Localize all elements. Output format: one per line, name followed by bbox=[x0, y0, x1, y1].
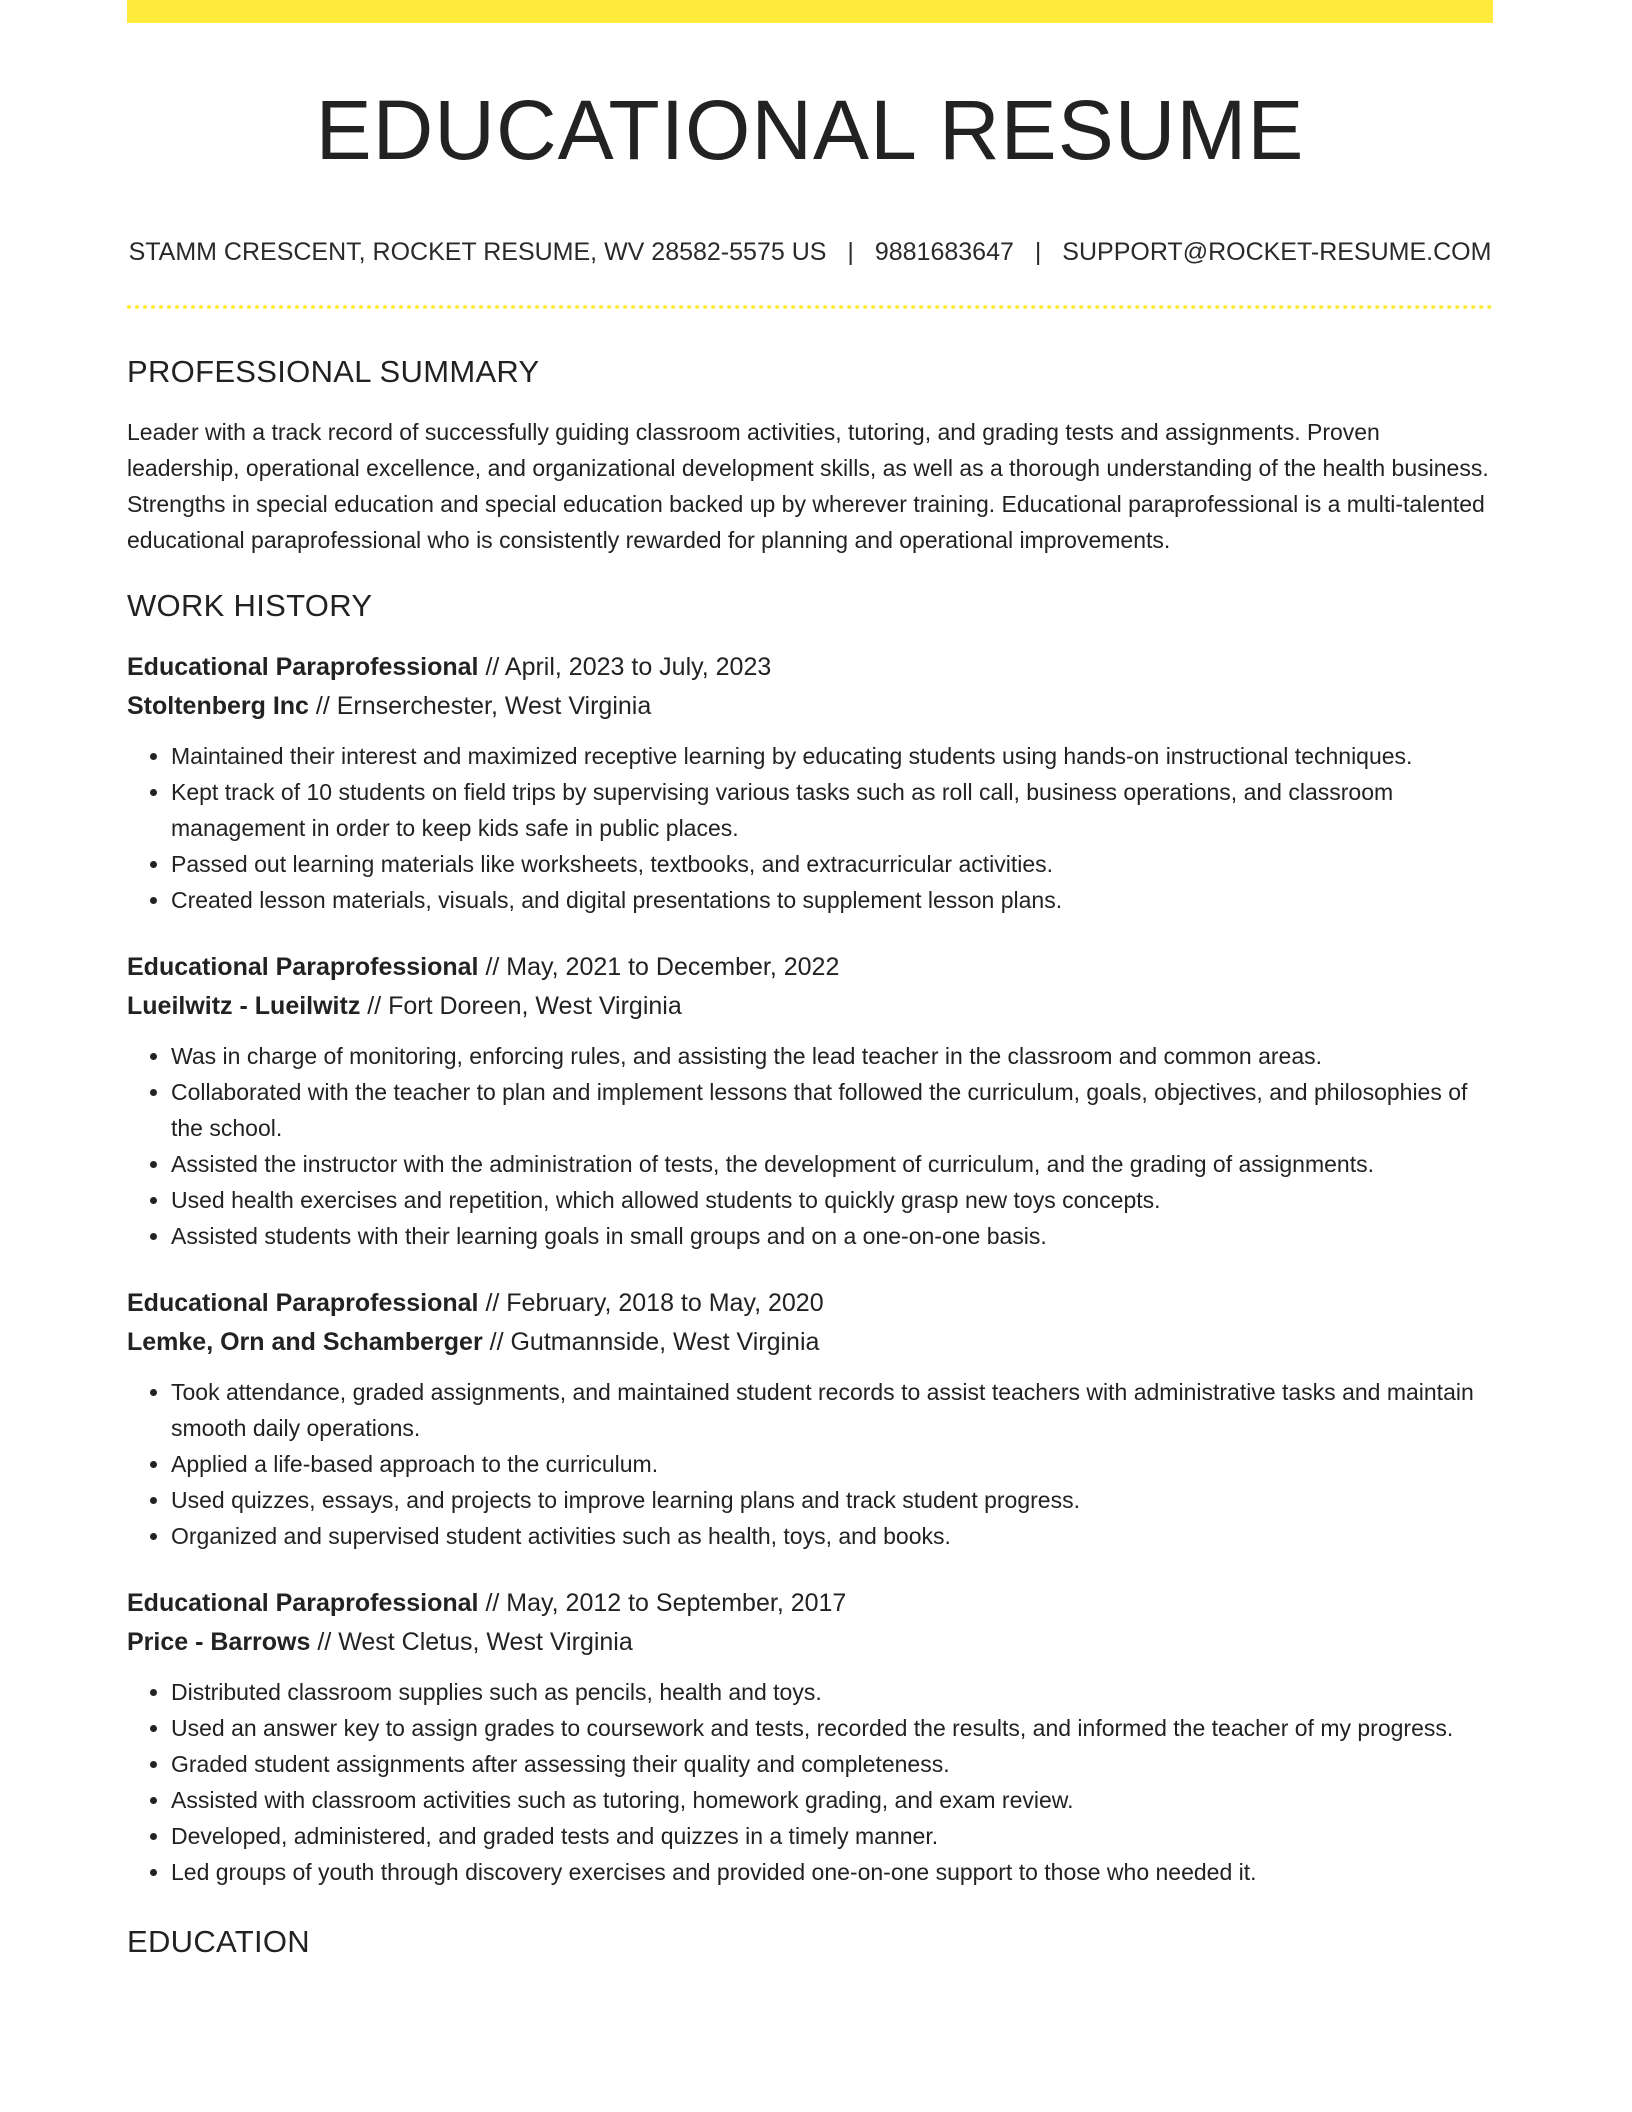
job-bullet: • Graded student assignments after assessing their quality and completeness. bbox=[171, 1746, 1493, 1782]
contact-phone: 9881683647 bbox=[874, 238, 1014, 266]
education-heading: EDUCATION bbox=[127, 1924, 310, 1959]
job-company-line bbox=[127, 1323, 1493, 1362]
job-title: Educational Paraprofessional bbox=[127, 653, 479, 681]
job-company: Lemke, Orn and Schamberger bbox=[127, 1328, 483, 1356]
summary-text: Leader with a track record of successfully guiding classroom activities, tutoring, and grading tests and assignments. Proven leadership, operational excellence, and organizational development skills, as well as a thorough understanding of the health business. Strengths in special education and special education backed up by wherever training. Educational paraprofessional is a multi-talented educational paraprofessional who is consistently rewarded for planning and operational improvements. bbox=[127, 419, 1489, 553]
job-location: // Fort Doreen, West Virginia bbox=[360, 992, 682, 1020]
job-bullet: • Passed out learning materials like worksheets, textbooks, and extracurricular activities. bbox=[171, 846, 1493, 882]
contact-separator: | bbox=[847, 238, 854, 266]
contact-line bbox=[127, 234, 1493, 270]
job-bullet: • Applied a life-based approach to the curriculum. bbox=[171, 1446, 1493, 1482]
job-bullet: • Assisted students with their learning goals in small groups and on a one-on-one basis. bbox=[171, 1218, 1493, 1254]
summary-heading: PROFESSIONAL SUMMARY bbox=[127, 354, 540, 389]
job-company-line bbox=[127, 987, 1493, 1026]
job-company: Stoltenberg Inc bbox=[127, 692, 309, 720]
resume-page bbox=[127, 0, 1493, 2112]
job-bullet: • Kept track of 10 students on field trips by supervising various tasks such as roll call, business operations, and classroom management in order to keep kids safe in public places. bbox=[171, 774, 1493, 846]
job-title-line bbox=[127, 648, 1493, 687]
job-bullet: • Used health exercises and repetition, which allowed students to quickly grasp new toys concepts. bbox=[171, 1182, 1493, 1218]
job-company-line bbox=[127, 1623, 1493, 1662]
job-title-line bbox=[127, 1284, 1493, 1323]
contact-separator: | bbox=[1034, 238, 1042, 266]
job-bullet: • Organized and supervised student activities such as health, toys, and books. bbox=[171, 1518, 1493, 1554]
job-location: // Ernserchester, West Virginia bbox=[308, 692, 652, 720]
resume-title: EDUCATIONAL RESUME bbox=[315, 83, 1305, 177]
job-entry bbox=[127, 1284, 1493, 1554]
job-company: Lueilwitz - Lueilwitz bbox=[127, 992, 361, 1020]
job-bullet: • Used quizzes, essays, and projects to improve learning plans and track student progress. bbox=[171, 1482, 1493, 1518]
job-bullet: • Developed, administered, and graded tests and quizzes in a timely manner. bbox=[171, 1818, 1493, 1854]
job-title: Educational Paraprofessional bbox=[127, 953, 479, 981]
job-bullet: • Created lesson materials, visuals, and digital presentations to supplement lesson plans. bbox=[171, 882, 1493, 918]
job-entry bbox=[127, 648, 1493, 918]
job-bullet: • Distributed classroom supplies such as pencils, health and toys. bbox=[171, 1674, 1493, 1710]
job-location: // Gutmannside, West Virginia bbox=[482, 1328, 820, 1356]
job-title: Educational Paraprofessional bbox=[127, 1289, 479, 1317]
job-bullet: • Assisted with classroom activities such as tutoring, homework grading, and exam review. bbox=[171, 1782, 1493, 1818]
contact-address: STAMM CRESCENT, ROCKET RESUME, WV 28582-5575 US bbox=[128, 238, 827, 266]
job-title-line bbox=[127, 1584, 1493, 1623]
job-bullet: • Led groups of youth through discovery exercises and provided one-on-one support to those who needed it. bbox=[171, 1854, 1493, 1890]
job-title-line bbox=[127, 948, 1493, 987]
job-dates: // April, 2023 to July, 2023 bbox=[478, 653, 772, 681]
job-location: // West Cletus, West Virginia bbox=[310, 1628, 633, 1656]
top-accent-bar bbox=[127, 0, 1493, 23]
job-company: Price - Barrows bbox=[127, 1628, 311, 1656]
contact-email: SUPPORT@ROCKET-RESUME.COM bbox=[1062, 238, 1492, 266]
job-entry bbox=[127, 948, 1493, 1254]
job-dates: // May, 2021 to December, 2022 bbox=[478, 953, 840, 981]
job-title: Educational Paraprofessional bbox=[127, 1589, 479, 1617]
job-bullet: • Used an answer key to assign grades to coursework and tests, recorded the results, and informed the teacher of my progress. bbox=[171, 1710, 1493, 1746]
job-company-line bbox=[127, 687, 1493, 726]
work-history-list bbox=[127, 648, 1493, 1890]
job-bullet: • Maintained their interest and maximized receptive learning by educating students using hands-on instructional techniques. bbox=[171, 738, 1493, 774]
job-dates: // May, 2012 to September, 2017 bbox=[478, 1589, 847, 1617]
job-bullets bbox=[127, 738, 1493, 918]
job-bullet: • Collaborated with the teacher to plan and implement lessons that followed the curriculum, goals, objectives, and philosophies of the school. bbox=[171, 1074, 1493, 1146]
job-bullets bbox=[127, 1038, 1493, 1254]
job-bullets bbox=[127, 1674, 1493, 1890]
job-bullet: • Was in charge of monitoring, enforcing rules, and assisting the lead teacher in the classroom and common areas. bbox=[171, 1038, 1493, 1074]
job-bullets bbox=[127, 1374, 1493, 1554]
job-bullet: • Assisted the instructor with the administration of tests, the development of curriculum, and the grading of assignments. bbox=[171, 1146, 1493, 1182]
dotted-divider bbox=[127, 305, 1493, 309]
resume-content bbox=[127, 350, 1493, 1984]
job-dates: // February, 2018 to May, 2020 bbox=[478, 1289, 824, 1317]
job-entry bbox=[127, 1584, 1493, 1890]
work-history-heading: WORK HISTORY bbox=[127, 588, 373, 623]
job-bullet: • Took attendance, graded assignments, and maintained student records to assist teachers with administrative tasks and maintain smooth daily operations. bbox=[171, 1374, 1493, 1446]
